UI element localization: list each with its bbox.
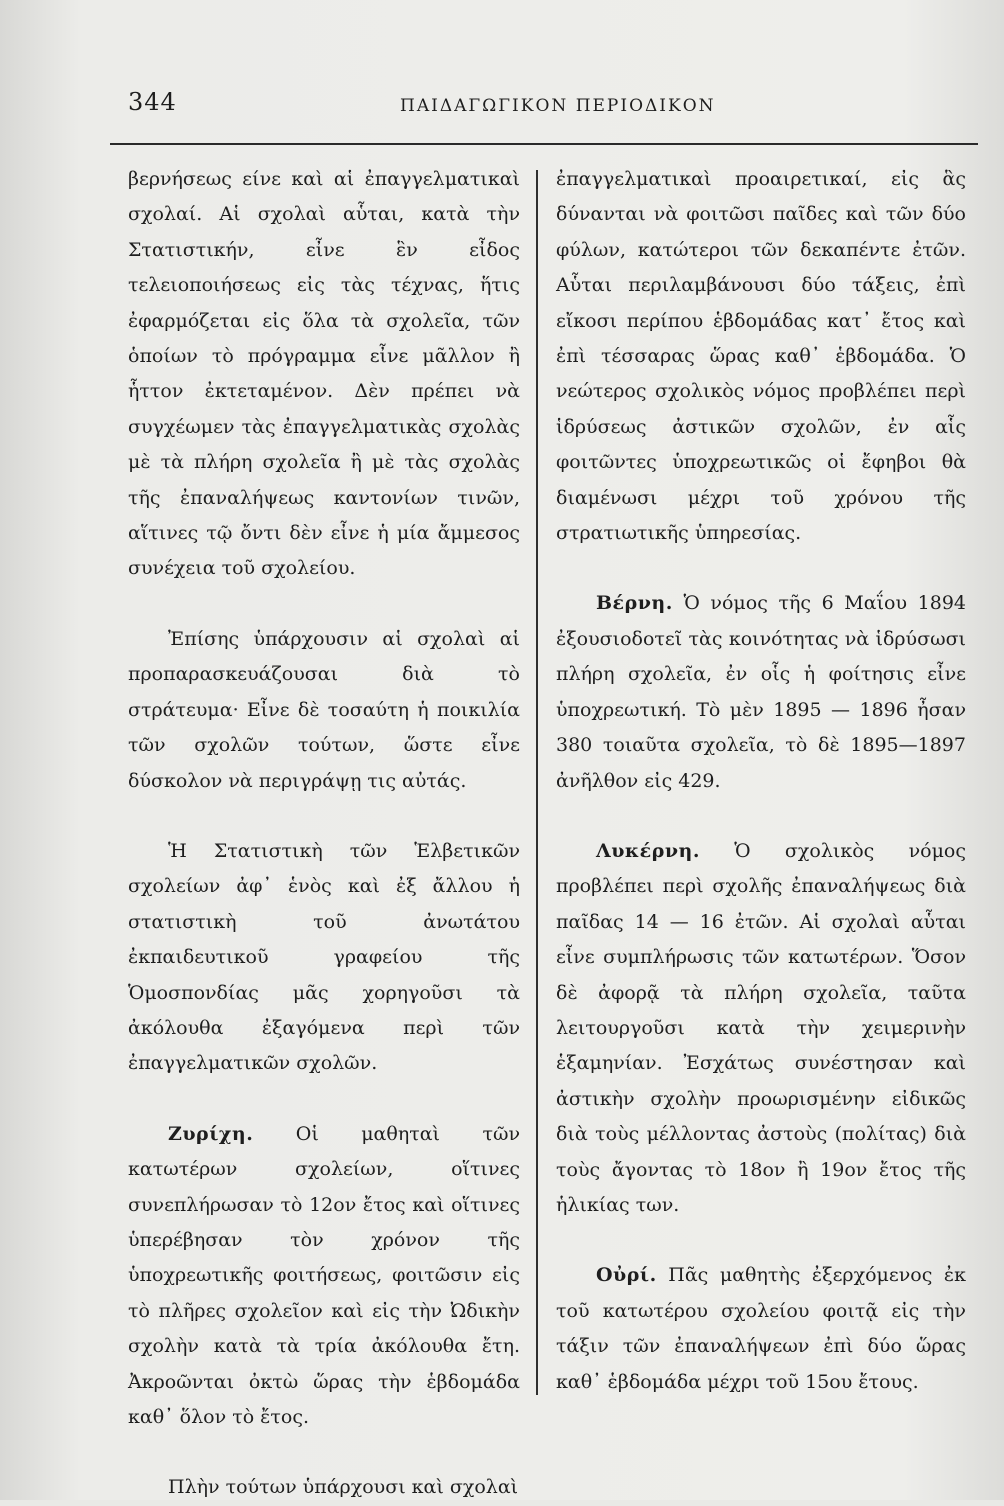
column-divider [536,170,538,1395]
paragraph: Ἡ Στατιστικὴ τῶν Ἑλβετικῶν σχολείων ἀφ᾽ ἑνὸς καὶ ἐξ ἄλλου ἡ στατιστικὴ τοῦ ἀνωτάτου ἐκπαιδευτικοῦ γραφείου τῆς Ὁμοσπονδίας μᾶς χορηγοῦσι τὰ ἀκόλουθα ἐξαγόμενα περὶ τῶν ἐπαγγελματικῶν σχολῶν. [128,839,520,1075]
paragraph [556,1258,966,1400]
left-column [128,162,520,1506]
paragraph [556,586,966,798]
paragraph: ἐπαγγελματικαὶ προαιρετικαί, εἰς ἃς δύνανται νὰ φοιτῶσι παῖδες καὶ τῶν δύο φύλων, κατώτεροι τῶν δεκαπέντε ἐτῶν. Αὗται περιλαμβάνουσι δύο τάξεις, ἐπὶ εἴκοσι περίπου ἑβδομάδας κατ᾽ ἔτος καὶ ἐπὶ τέσσαρας ὥρας καθ᾽ ἑβδομάδα. Ὁ νεώτερος σχολικὸς νόμος προβλέπει περὶ ἱδρύσεως ἀστικῶν σχολῶν, ἐν αἷς φοιτῶντες ὑποχρεωτικῶς οἱ ἔφηβοι θὰ διαμένωσι μέχρι τοῦ χρόνου τῆς στρατιωτικῆς ὑπηρεσίας. [556,168,966,545]
paragraph-text: Ὁ σχολικὸς νόμος προβλέπει περὶ σχολῆς ἐπαναλήψεως διὰ παῖδας 14 — 16 ἐτῶν. Αἱ σχολαὶ αὗται εἶνε συμπλήρωσις τῶν κατωτέρων. Ὅσον δὲ ἀφορᾷ τὰ πλήρη σχολεῖα, ταῦτα λειτουργοῦσι κατὰ τὴν χειμερινὴν ἑξαμηνίαν. Ἐσχάτως συνέστησαν καὶ ἀστικὴν σχολὴν προωρισμένην εἰδικῶς διὰ τοὺς μέλλοντας ἀστοὺς (πολίτας) διὰ τοὺς ἄγοντας τὸ 18ον ἢ 19ον ἔτος τῆς ἡλικίας των. [556,839,966,1216]
right-column [556,162,966,1400]
paragraph: Πλὴν τούτων ὑπάρχουσι καὶ σχολαὶ [168,1476,519,1499]
section-lead-zurich: Ζυρίχη. [168,1122,254,1145]
paragraph: Ἐπίσης ὑπάρχουσιν αἱ σχολαὶ αἱ προπαρασκευάζουσαι διὰ τὸ στράτευμα· Εἶνε δὲ τοσαύτη ἡ ποικιλία τῶν σχολῶν τούτων, ὥστε εἶνε δύσκολον νὰ περιγράψῃ τις αὐτάς. [128,627,520,792]
paragraph-text: Οἱ μαθηταὶ τῶν κατωτέρων σχολείων, οἵτινες συνεπλήρωσαν τὸ 12ον ἔτος καὶ οἵτινες ὑπερέβησαν τὸν χρόνον τῆς ὑποχρεωτικῆς φοιτήσεως, φοιτῶσιν εἰς τὸ πλῆρες σχολεῖον καὶ εἰς τὴν Ὠδικὴν σχολὴν κατὰ τὰ τρία ἀκόλουθα ἔτη. Ἀκροῶνται ὀκτὼ ὥρας τὴν ἑβδομάδα καθ᾽ ὅλον τὸ ἔτος. [128,1122,520,1428]
running-title: ΠΑΙΔΑΓΩΓΙΚΟΝ ΠΕΡΙΟΔΙΚΟΝ [400,96,716,116]
section-lead-lucerne: Λυκέρνη. [596,839,700,862]
section-lead-uri: Οὐρί. [596,1264,657,1287]
paragraph-text: Ὁ νόμος τῆς 6 Μαΐου 1894 ἐξουσιοδοτεῖ τὰς κοινότητας νὰ ἱδρύσωσι πλήρη σχολεῖα, ἐν οἷς ἡ φοίτησις εἶνε ὑποχρεωτική. Τὸ μὲν 1895 — 1896 ἦσαν 380 τοιαῦτα σχολεῖα, τὸ δὲ 1895—1897 ἀνῆλθον εἰς 429. [556,592,966,792]
paragraph [556,834,966,1223]
page-header [120,88,980,128]
section-lead-bern: Βέρνη. [596,592,673,615]
header-rule [110,143,978,145]
paragraph-text: Πᾶς μαθητὴς ἐξερχόμενος ἐκ τοῦ κατωτέρου σχολείου φοιτᾷ εἰς τὴν τάξιν τῶν ἐπαναλήψεων ἐπὶ δύο ὥρας καθ᾽ ἑβδομάδα μέχρι τοῦ 15ου ἔτους. [556,1264,966,1393]
page-number: 344 [128,88,177,116]
paragraph: βερνήσεως είνε καὶ αἱ ἐπαγγελματικαὶ σχολαί. Αἱ σχολαὶ αὗται, κατὰ τὴν Στατιστικήν, εἶνε ἓν εἶδος τελειοποιήσεως εἰς τὰς τέχνας, ἥτις ἐφαρμόζεται εἰς ὅλα τὰ σχολεῖα, τῶν ὁποίων τὸ πρόγραμμα εἶνε μᾶλλον ἢ ἧττον ἐκτεταμένον. Δὲν πρέπει νὰ συγχέωμεν τὰς ἐπαγγελματικὰς σχολὰς μὲ τὰ πλήρη σχολεῖα ἢ μὲ τὰς σχολὰς τῆς ἐπαναλήψεως καντονίων τινῶν, αἵτινες τῷ ὄντι δὲν εἶνε ἡ μία ἄμμεσος συνέχεια τοῦ σχολείου. [128,168,520,580]
paragraph [128,1117,520,1436]
